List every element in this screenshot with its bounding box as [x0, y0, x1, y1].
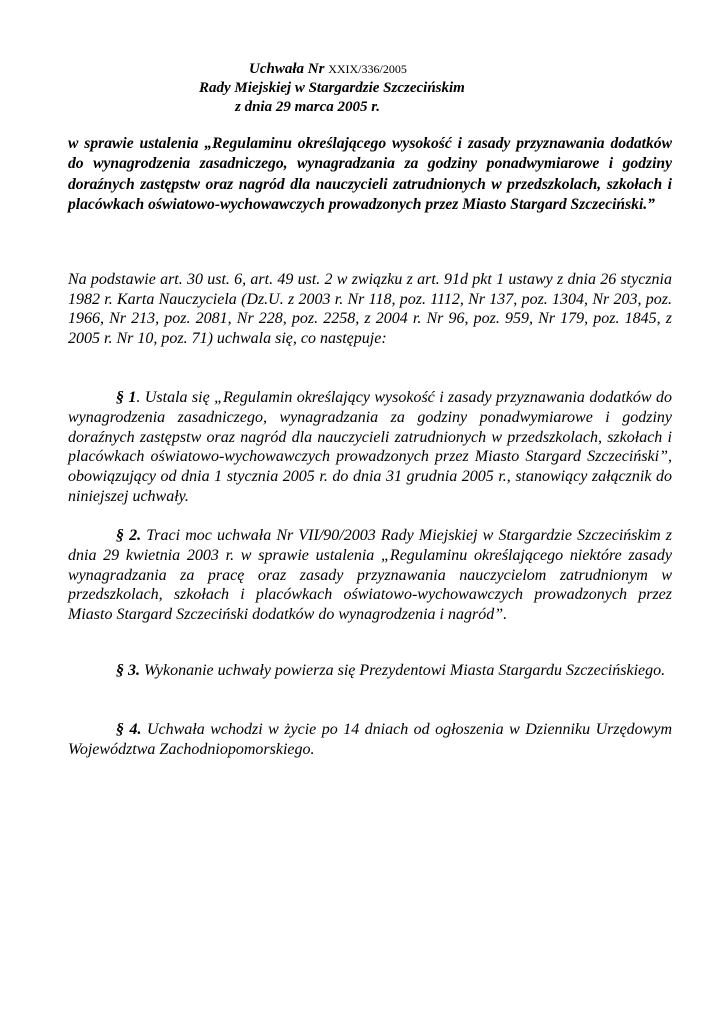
paragraph-mark: § 4.: [116, 721, 142, 738]
paragraph-mark: § 3.: [116, 662, 140, 679]
resolution-title: [0, 60, 724, 79]
resolution-header: [0, 60, 724, 117]
paragraph-text: Traci moc uchwała Nr VII/90/2003 Rady Miejskiej w Stargardzie Szczecińskim z dnia 29 kwietnia 2003 r. w sprawie ustalenia „Regulaminu określającego niektóre zasady wynagradzania za pracę oraz zasady przyznawania nauczycielom zatrudnionym w przedszkolach, szkołach i placówkach oświatowo-wychowawczych prowadzonych przez Miasto Stargard Szczeciński dodatków do wynagrodzenia i nagród”.: [68, 527, 672, 624]
paragraph-text: . Ustala się „Regulamin określający wysokość i zasady przyznawania dodatków do wynagrodzenia zasadniczego, wynagradzania za godziny ponadwymiarowe i godziny doraźnych zastępstw oraz nagród dla nauczycieli zatrudnionych w przedszkolach, szkołach i placówkach oświatowo-wychowawczych prowadzonych przez Miasto Stargard Szczeciński”, obowiązujący od dnia 1 stycznia 2005 r. do dnia 31 grudnia 2005 r., stanowiący załącznik do niniejszej uchwały.: [68, 389, 672, 505]
paragraph-mark: § 1: [116, 389, 137, 406]
paragraph-2: [68, 526, 672, 625]
paragraph-mark: § 2.: [116, 527, 142, 544]
resolution-subject: [68, 134, 672, 216]
resolution-title-prefix: Uchwała Nr: [249, 61, 325, 77]
paragraph-4: [68, 720, 672, 760]
subject-text: w sprawie ustalenia „Regulaminu określającego wysokość i zasady przyznawania dodatków do wynagrodzenia zasadniczego, wynagradzania za godziny ponadwymiarowe i godziny doraźnych zastępstw oraz nagród dla nauczycieli zatrudnionych w przedszkolach, szkołach i placówkach oświatowo-wychowawczych prowadzonych przez Miasto Stargard Szczeciński.”: [68, 135, 672, 214]
legal-basis-text: Na podstawie art. 30 ust. 6, art. 49 ust. 2 w związku z art. 91d pkt 1 ustawy z dnia 26 stycznia 1982 r. Karta Nauczyciela (Dz.U. z 2003 r. Nr 118, poz. 1112, Nr 137, poz. 1304, Nr 203, poz. 1966, Nr 213, poz. 2081, Nr 228, poz. 2258, z 2004 r. Nr 96, poz. 959, Nr 179, poz. 1845, z 2005 r. Nr 10, poz. 71) uchwala się, co następuje:: [68, 271, 672, 347]
paragraph-3: [68, 661, 672, 681]
resolution-date: z dnia 29 marca 2005 r.: [235, 99, 381, 115]
paragraph-text: Wykonanie uchwały powierza się Prezydentowi Miasta Stargardu Szczecińskiego.: [140, 662, 666, 679]
paragraph-text: Uchwała wchodzi w życie po 14 dniach od ogłoszenia w Dzienniku Urzędowym Województwa Zachodniopomorskiego.: [68, 721, 673, 758]
paragraph-1: [68, 388, 672, 507]
resolution-number: XXIX/336/2005: [328, 62, 407, 76]
council-name: Rady Miejskiej w Stargardzie Szczecińskim: [199, 80, 465, 96]
legal-basis: [68, 270, 672, 348]
